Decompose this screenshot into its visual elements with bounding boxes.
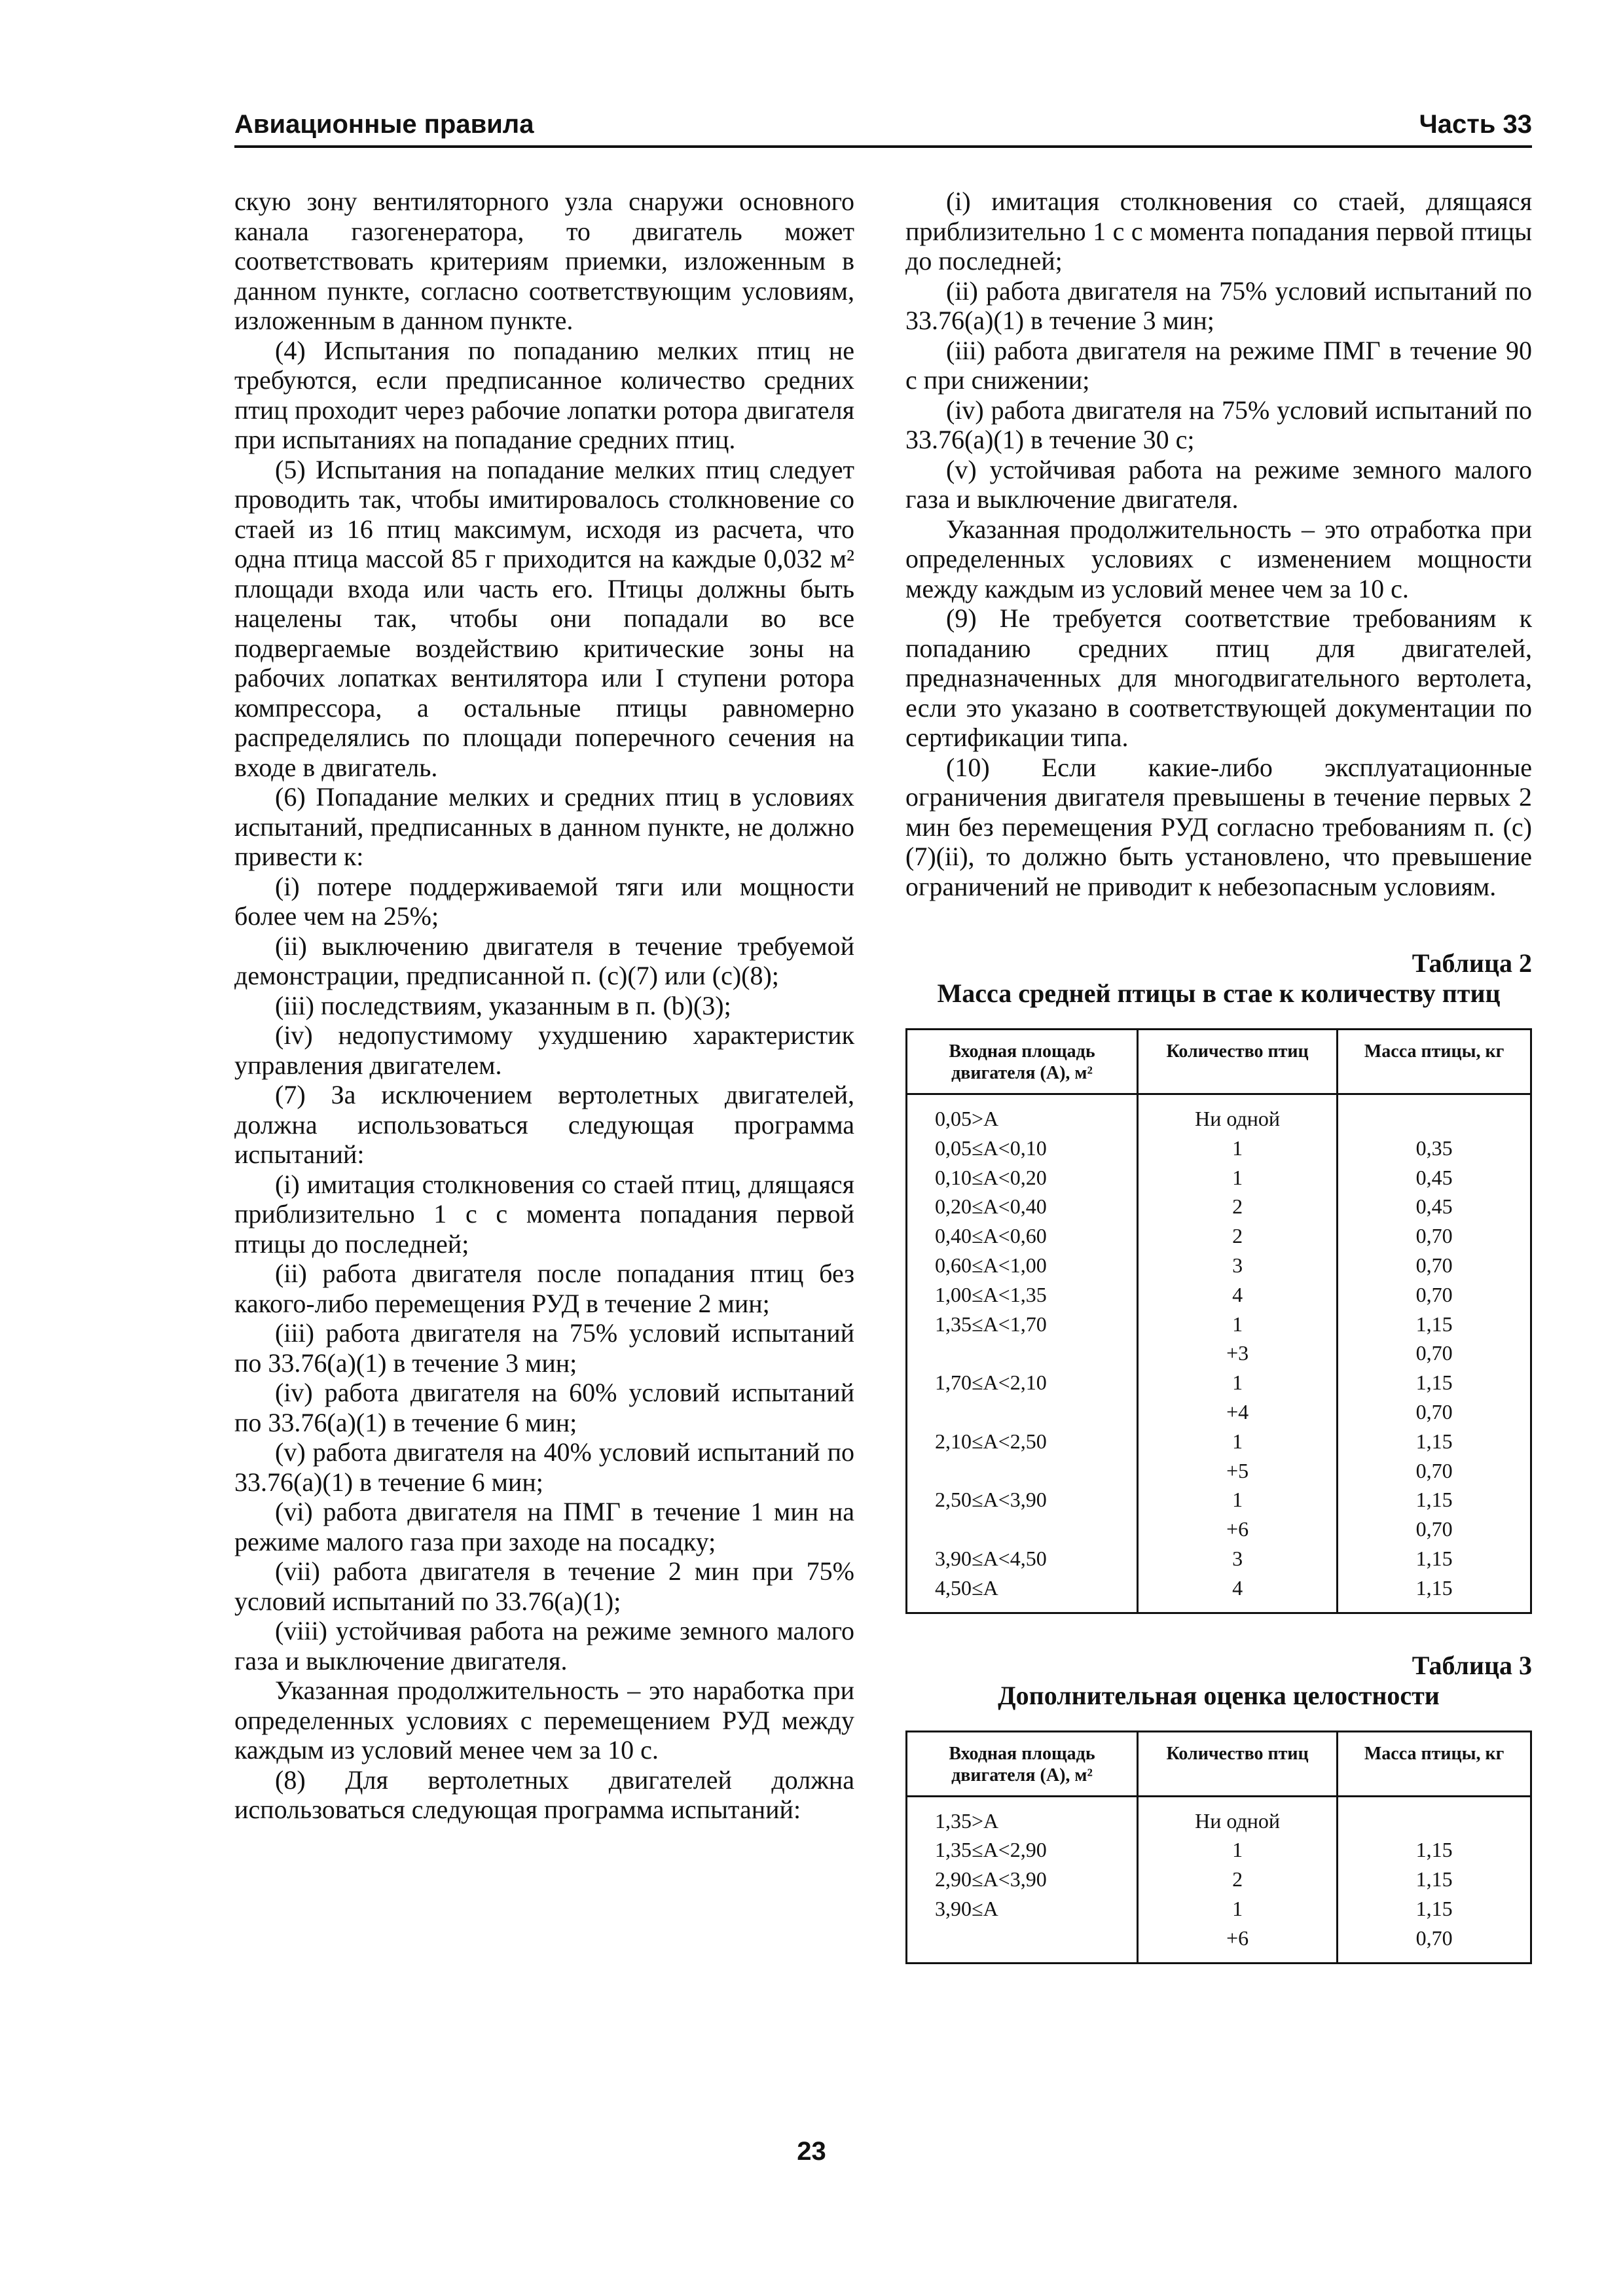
table-row [907, 1192, 1531, 1221]
cell-count: 3 [1137, 1251, 1337, 1280]
table-row [907, 1796, 1531, 1835]
cell-mass: 1,15 [1338, 1894, 1531, 1924]
table-row [907, 1338, 1531, 1368]
header-title: Авиационные правила [234, 110, 534, 139]
cell-area: 0,05>A [907, 1094, 1138, 1134]
paragraph: Указанная продолжительность – это наработка при определенных условиях с перемещением РУД между каждым из условий менее чем за 10 с. [234, 1676, 854, 1765]
page-header [234, 105, 1532, 148]
cell-mass: 0,70 [1338, 1221, 1531, 1251]
cell-area: 0,05≤A<0,10 [907, 1134, 1138, 1163]
cell-mass: 0,45 [1338, 1192, 1531, 1221]
paragraph: (10) Если какие-либо эксплуатационные ограничения двигателя превышены в течение первых 2 мин без перемещения РУД согласно требованиям п. (c)(7)(ii), то должно быть установлено, что превышение ограничений не приводит к небезопасным условиям. [905, 752, 1532, 901]
cell-count: 1 [1137, 1368, 1337, 1397]
cell-area [907, 1456, 1138, 1486]
table-row [907, 1310, 1531, 1339]
paragraph: (viii) устойчивая работа на режиме земного малого газа и выключение двигателя. [234, 1616, 854, 1676]
cell-area [907, 1515, 1138, 1544]
cell-count: +6 [1137, 1515, 1337, 1544]
table-header-row [907, 1030, 1531, 1094]
paragraph: (vii) работа двигателя в течение 2 мин при 75% условий испытаний по 33.76(a)(1); [234, 1556, 854, 1616]
table-row [907, 1163, 1531, 1193]
cell-area: 1,70≤A<2,10 [907, 1368, 1138, 1397]
table2-title: Масса средней птицы в стае к количеству птиц [937, 978, 1501, 1008]
cell-area: 0,20≤A<0,40 [907, 1192, 1138, 1221]
paragraph: Указанная продолжительность – это отработка при определенных условиях с изменением мощности между каждым из условий менее чем за 10 с. [905, 514, 1532, 603]
table-row [907, 1368, 1531, 1397]
cell-mass: 0,70 [1338, 1397, 1531, 1427]
column-header-count: Количество птиц [1137, 1030, 1337, 1094]
cell-mass: 1,15 [1338, 1835, 1531, 1865]
table2-caption: Таблица 2 [1412, 948, 1532, 978]
paragraph: (5) Испытания на попадание мелких птиц следует проводить так, чтобы имитировалось столкновение со стаей из 16 птиц максимум, исходя из расчета, что одна птица массой 85 г приходится на каждые 0,032 м² площади входа или часть его. Птицы должны быть нацелены так, чтобы они попадали во все подвергаемые воздействию критические зоны на рабочих лопатках вентилятора или I ступени ротора компрессора, а остальные птицы равномерно распределялись по площади поперечного сечения на входе в двигатель. [234, 454, 854, 782]
paragraph: (i) имитация столкновения со стаей, длящаяся приблизительно 1 с с момента попадания первой птицы до последней; [905, 187, 1532, 276]
cell-mass: 1,15 [1338, 1573, 1531, 1613]
paragraph: (i) имитация столкновения со стаей птиц, длящаяся приблизительно 1 с с момента попадания первой птицы до последней; [234, 1169, 854, 1259]
cell-area: 4,50≤A [907, 1573, 1138, 1613]
paragraph: (6) Попадание мелких и средних птиц в условиях испытаний, предписанных в данном пункте, не должно привести к: [234, 782, 854, 871]
cell-mass [1338, 1796, 1531, 1835]
cell-area: 3,90≤A [907, 1894, 1138, 1924]
cell-count: 4 [1137, 1573, 1337, 1613]
paragraph: (iv) недопустимому ухудшению характеристик управления двигателем. [234, 1020, 854, 1080]
left-column [234, 187, 854, 1825]
page-number: 23 [797, 2137, 826, 2166]
cell-area: 0,10≤A<0,20 [907, 1163, 1138, 1193]
cell-count: 3 [1137, 1544, 1337, 1573]
cell-count: 1 [1137, 1427, 1337, 1456]
cell-area: 2,90≤A<3,90 [907, 1865, 1138, 1894]
column-header-count: Количество птиц [1137, 1731, 1337, 1796]
paragraph: (v) работа двигателя на 40% условий испытаний по 33.76(a)(1) в течение 6 мин; [234, 1437, 854, 1497]
cell-area [907, 1397, 1138, 1427]
table-row [907, 1221, 1531, 1251]
cell-count: +6 [1137, 1924, 1337, 1963]
table-row [907, 1094, 1531, 1134]
cell-count: 1 [1137, 1894, 1337, 1924]
paragraph: (9) Не требуется соответствие требованиям к попаданию средних птиц для двигателей, предназначенных для многодвигательного вертолета, если это указано в соответствующей документации по сертификации типа. [905, 603, 1532, 752]
cell-count: 4 [1137, 1280, 1337, 1310]
cell-count: 1 [1137, 1310, 1337, 1339]
right-column [905, 187, 1532, 1964]
paragraph: (i) потере поддерживаемой тяги или мощности более чем на 25%; [234, 871, 854, 931]
cell-mass: 0,70 [1338, 1338, 1531, 1368]
paragraph: (ii) работа двигателя после попадания птиц без какого-либо перемещения РУД в течение 2 мин; [234, 1259, 854, 1318]
column-header-area: Входная площадь двигателя (А), м² [907, 1731, 1138, 1796]
cell-mass: 0,70 [1338, 1456, 1531, 1486]
cell-area: 3,90≤A<4,50 [907, 1544, 1138, 1573]
cell-count: +3 [1137, 1338, 1337, 1368]
cell-mass: 1,15 [1338, 1368, 1531, 1397]
cell-count: 1 [1137, 1835, 1337, 1865]
table3-title: Дополнительная оценка целостности [998, 1680, 1440, 1710]
column-header-mass: Масса птицы, кг [1338, 1030, 1531, 1094]
table-row [907, 1894, 1531, 1924]
table-row [907, 1485, 1531, 1515]
cell-area [907, 1338, 1138, 1368]
cell-mass: 0,70 [1338, 1280, 1531, 1310]
cell-mass: 1,15 [1338, 1485, 1531, 1515]
table-row [907, 1397, 1531, 1427]
paragraph: (iii) работа двигателя на режиме ПМГ в течение 90 с при снижении; [905, 335, 1532, 395]
table-row [907, 1251, 1531, 1280]
cell-mass: 1,15 [1338, 1427, 1531, 1456]
table-row [907, 1865, 1531, 1894]
cell-count: 1 [1137, 1163, 1337, 1193]
paragraph: (iv) работа двигателя на 60% условий испытаний по 33.76(a)(1) в течение 6 мин; [234, 1378, 854, 1437]
paragraph: (4) Испытания по попаданию мелких птиц не требуются, если предписанное количество средних птиц проходит через рабочие лопатки ротора двигателя при испытаниях на попадание средних птиц. [234, 335, 854, 454]
cell-count: +4 [1137, 1397, 1337, 1427]
paragraph: (iii) работа двигателя на 75% условий испытаний по 33.76(a)(1) в течение 3 мин; [234, 1318, 854, 1378]
table-header-row [907, 1731, 1531, 1796]
cell-area: 2,50≤A<3,90 [907, 1485, 1138, 1515]
cell-count: 2 [1137, 1865, 1337, 1894]
cell-area: 0,60≤A<1,00 [907, 1251, 1138, 1280]
cell-count: 1 [1137, 1485, 1337, 1515]
table3 [905, 1731, 1532, 1964]
table2 [905, 1028, 1532, 1614]
paragraph: (iv) работа двигателя на 75% условий испытаний по 33.76(a)(1) в течение 30 с; [905, 395, 1532, 454]
cell-area: 1,00≤A<1,35 [907, 1280, 1138, 1310]
cell-mass: 0,70 [1338, 1924, 1531, 1963]
cell-mass: 1,15 [1338, 1865, 1531, 1894]
cell-count: Ни одной [1137, 1094, 1337, 1134]
cell-area: 0,40≤A<0,60 [907, 1221, 1138, 1251]
table-row [907, 1924, 1531, 1963]
cell-mass: 0,70 [1338, 1515, 1531, 1544]
table-row [907, 1427, 1531, 1456]
paragraph: (7) За исключением вертолетных двигателей, должна использоваться следующая программа испытаний: [234, 1080, 854, 1169]
cell-area: 1,35≤A<1,70 [907, 1310, 1138, 1339]
header-part: Часть 33 [1419, 110, 1532, 139]
cell-count: +5 [1137, 1456, 1337, 1486]
cell-count: Ни одной [1137, 1796, 1337, 1835]
cell-area: 2,10≤A<2,50 [907, 1427, 1138, 1456]
table-row [907, 1456, 1531, 1486]
cell-mass [1338, 1094, 1531, 1134]
table3-caption: Таблица 3 [1412, 1650, 1532, 1680]
paragraph: (ii) работа двигателя на 75% условий испытаний по 33.76(a)(1) в течение 3 мин; [905, 276, 1532, 335]
cell-count: 1 [1137, 1134, 1337, 1163]
paragraph: (8) Для вертолетных двигателей должна использоваться следующая программа испытаний: [234, 1765, 854, 1824]
cell-count: 2 [1137, 1192, 1337, 1221]
cell-mass: 0,35 [1338, 1134, 1531, 1163]
table-row [907, 1573, 1531, 1613]
column-header-area: Входная площадь двигателя (А), м² [907, 1030, 1138, 1094]
table-row [907, 1544, 1531, 1573]
paragraph: скую зону вентиляторного узла снаружи основного канала газогенератора, то двигатель может соответствовать критериям приемки, изложенным в данном пункте, согласно соответствующим условиям, изложенным в данном пункте. [234, 187, 854, 335]
table-row [907, 1835, 1531, 1865]
cell-area: 1,35≤A<2,90 [907, 1835, 1138, 1865]
cell-mass: 1,15 [1338, 1544, 1531, 1573]
column-header-mass: Масса птицы, кг [1338, 1731, 1531, 1796]
paragraph: (ii) выключению двигателя в течение требуемой демонстрации, предписанной п. (c)(7) или (c)(8); [234, 931, 854, 990]
table-row [907, 1134, 1531, 1163]
table-row [907, 1515, 1531, 1544]
cell-count: 2 [1137, 1221, 1337, 1251]
cell-mass: 0,70 [1338, 1251, 1531, 1280]
cell-area: 1,35>A [907, 1796, 1138, 1835]
cell-mass: 1,15 [1338, 1310, 1531, 1339]
table-row [907, 1280, 1531, 1310]
table2-body [907, 1094, 1531, 1613]
paragraph: (v) устойчивая работа на режиме земного малого газа и выключение двигателя. [905, 454, 1532, 514]
paragraph: (iii) последствиям, указанным в п. (b)(3); [275, 990, 731, 1020]
paragraph: (vi) работа двигателя на ПМГ в течение 1 мин на режиме малого газа при заходе на посадку; [234, 1497, 854, 1556]
cell-area [907, 1924, 1138, 1963]
cell-mass: 0,45 [1338, 1163, 1531, 1193]
table3-body [907, 1796, 1531, 1963]
